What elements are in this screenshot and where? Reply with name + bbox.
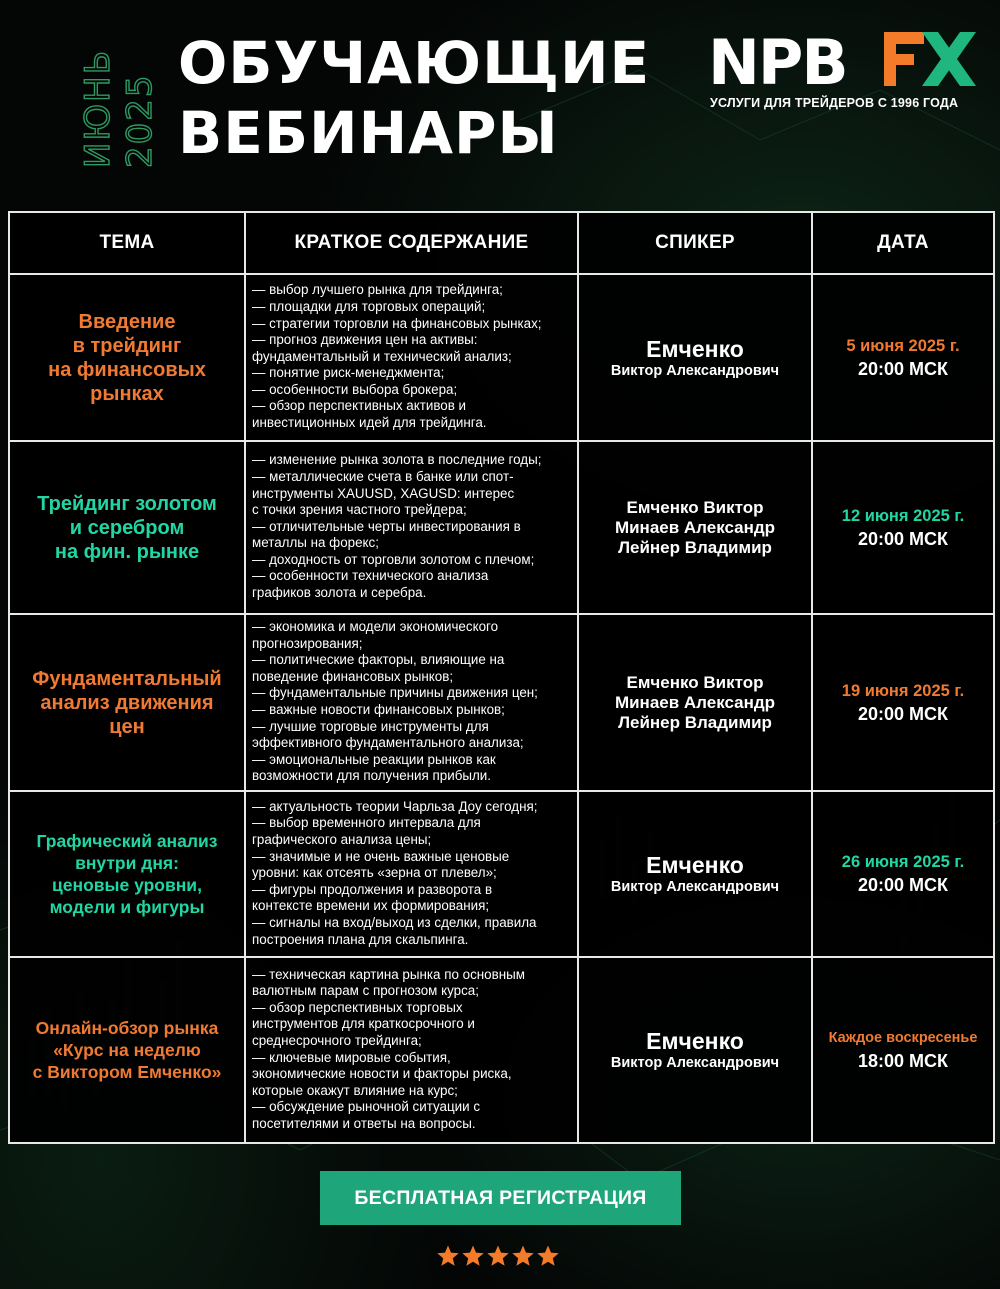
header-summary: КРАТКОЕ СОДЕРЖАНИЕ [245, 212, 578, 274]
date-day: 26 июня 2025 г. [841, 853, 965, 871]
webinar-topic: Графический анализ внутри дня: ценовые уровни, модели и фигуры [9, 791, 245, 957]
page-title [178, 28, 650, 168]
npbfx-logo [708, 28, 978, 118]
webinar-summary: — экономика и модели экономического прогнозирования; — политические факторы, влияющие на поведение финансовых рынков; — фундаментальные причины движения цен; — важные новости финансовых рынков; — лучшие торговые инструменты для эффективного фундаментального анализа; — эмоциональные реакции рынков как возможности для получения прибыли. [245, 614, 578, 791]
star-icon [461, 1244, 485, 1268]
webinar-topic: Введение в трейдинг на финансовых рынках [9, 274, 245, 441]
webinar-date [812, 274, 994, 441]
table-header-row [9, 212, 994, 274]
webinar-summary: — изменение рынка золота в последние годы; — металлические счета в банке или спот- инструменты XAUUSD, XAGUSD: интерес с точки зрения частного трейдера; — отличительные черты инвестирования в металлы на форекс; — доходность от торговли золотом с плечом; — особенности технического анализа графиков золота и серебра. [245, 441, 578, 614]
webinar-speaker [578, 274, 812, 441]
date-time: 20:00 МСК [857, 703, 949, 724]
header-speaker: СПИКЕР [578, 212, 812, 274]
webinar-speaker [578, 791, 812, 957]
free-registration-button[interactable]: БЕСПЛАТНАЯ РЕГИСТРАЦИЯ [320, 1171, 681, 1225]
title-line-1: ОБУЧАЮЩИЕ [178, 29, 651, 97]
vertical-year: 2025 [120, 73, 160, 168]
webinar-date [812, 791, 994, 957]
date-day: 19 июня 2025 г. [841, 681, 965, 700]
speaker-surname: Емченко [646, 852, 744, 878]
speaker-surname: Емченко [646, 335, 744, 362]
table-row [9, 441, 994, 614]
date-time: 20:00 МСК [857, 875, 949, 895]
star-rating [436, 1244, 560, 1268]
webinar-schedule-table [8, 211, 995, 1144]
date-time: 20:00 МСК [857, 358, 949, 379]
webinar-topic: Онлайн-обзор рынка «Курс на неделю с Виктором Емченко» [9, 957, 245, 1143]
webinar-topic: Фундаментальный анализ движения цен [9, 614, 245, 791]
webinar-speaker [578, 957, 812, 1143]
table-row [9, 957, 994, 1143]
speaker-list: Емченко Виктор Минаев Александр Лейнер Владимир [614, 497, 776, 557]
table-row [9, 791, 994, 957]
webinar-date [812, 614, 994, 791]
webinar-speaker [578, 614, 812, 791]
title-line-2: ВЕБИНАРЫ [178, 99, 559, 167]
vertical-date [76, 40, 172, 170]
speaker-fullname: Виктор Александрович [610, 362, 780, 379]
webinar-speaker [578, 441, 812, 614]
date-day: 12 июня 2025 г. [841, 506, 965, 525]
logo-mark [708, 28, 978, 92]
header-date: ДАТА [812, 212, 994, 274]
date-day: Каждое воскресенье [828, 1030, 978, 1046]
star-icon [436, 1244, 460, 1268]
webinar-summary: — выбор лучшего рынка для трейдинга; — площадки для торговых операций; — стратегии торговли на финансовых рынках; — прогноз движения цен на активы: фундаментальный и технический анализ; — понятие риск-менеджмента; — особенности выбора брокера; — обзор перспективных активов и инвестиционных идей для трейдинга. [245, 274, 578, 441]
star-icon [511, 1244, 535, 1268]
header [0, 0, 1000, 210]
table-row [9, 614, 994, 791]
vertical-month: ИЮНЬ [78, 48, 118, 168]
star-icon [536, 1244, 560, 1268]
speaker-fullname: Виктор Александрович [610, 1055, 780, 1071]
logo-letters-npb: NPB [708, 28, 847, 92]
webinar-date [812, 957, 994, 1143]
webinar-summary: — актуальность теории Чарльза Доу сегодня; — выбор временного интервала для графического анализа цены; — значимые и не очень важные ценовые уровни: как отсеять «зерна от плевел»; — фигуры продолжения и разворота в контексте времени их формирования; — сигналы на вход/выход из сделки, правила построения плана для скальпинга. [245, 791, 578, 957]
date-time: 18:00 МСК [857, 1051, 949, 1071]
table-row [9, 274, 994, 441]
webinar-date [812, 441, 994, 614]
webinar-topic: Трейдинг золотом и серебром на фин. рынке [9, 441, 245, 614]
date-day: 5 июня 2025 г. [846, 336, 960, 355]
speaker-surname: Емченко [646, 1028, 744, 1054]
webinar-summary: — техническая картина рынка по основным валютным парам с прогнозом курса; — обзор перспективных торговых инструментов для краткосрочного и среднесрочного трейдинга; — ключевые мировые события, экономические новости и факторы риска, которые окажут влияние на курс; — обсуждение рыночной ситуации с посетителями и ответы на вопросы. [245, 957, 578, 1143]
speaker-fullname: Виктор Александрович [610, 879, 780, 895]
logo-tagline: УСЛУГИ ДЛЯ ТРЕЙДЕРОВ С 1996 ГОДА [710, 96, 959, 110]
date-time: 20:00 МСК [857, 528, 949, 549]
logo-fx-glyph [884, 32, 976, 86]
header-topic: ТЕМА [9, 212, 245, 274]
star-icon [486, 1244, 510, 1268]
speaker-list: Емченко Виктор Минаев Александр Лейнер Владимир [614, 672, 776, 732]
